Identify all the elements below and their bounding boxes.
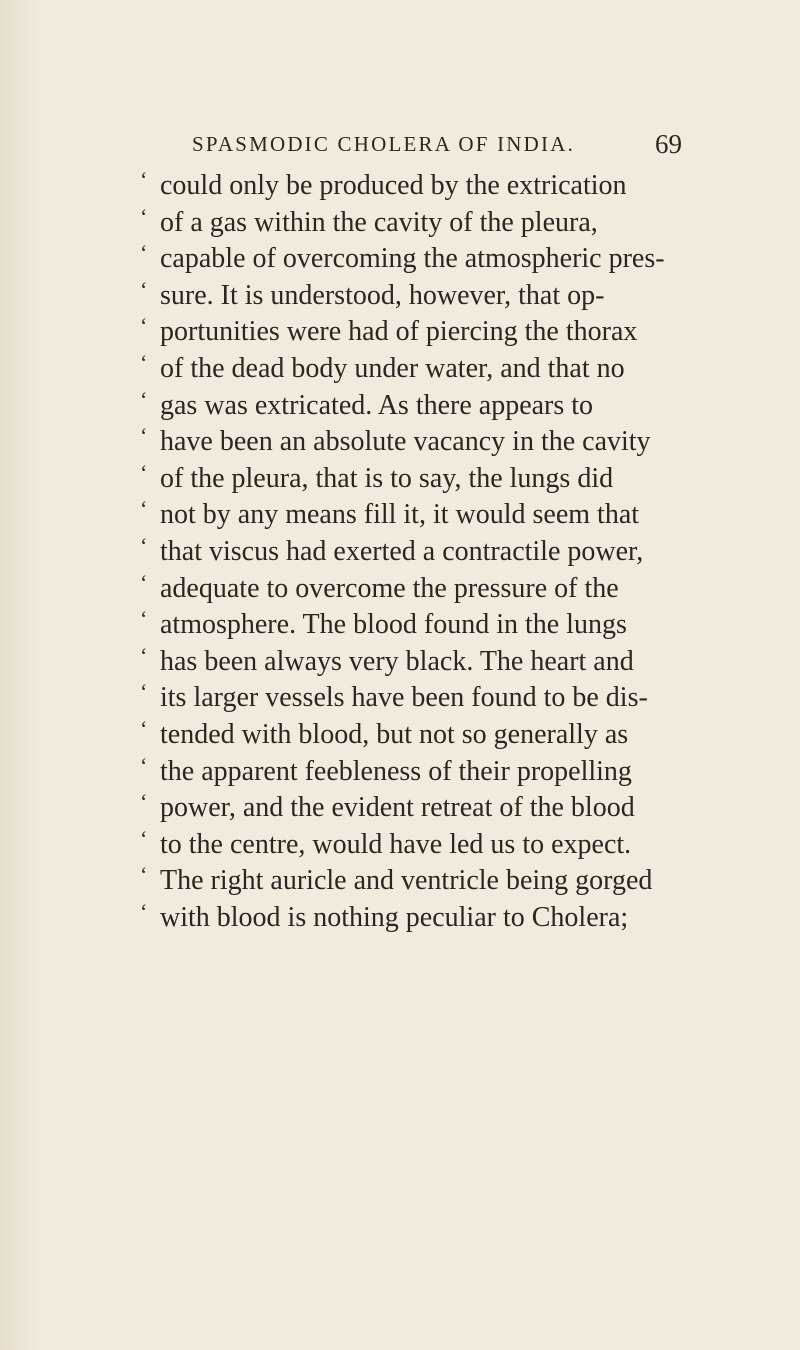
text-line xyxy=(140,900,690,937)
line-text: not by any means fill it, it would seem that xyxy=(160,499,640,531)
line-text: adequate to overcome the pressure of the xyxy=(160,572,619,604)
quote-mark: ‘ xyxy=(140,569,148,595)
quote-mark: ‘ xyxy=(140,752,148,778)
quote-mark: ‘ xyxy=(140,167,148,192)
text-line xyxy=(140,790,690,827)
line-text: capable of overcoming the atmospheric pres- xyxy=(160,243,665,275)
quote-mark: ‘ xyxy=(140,276,148,302)
quote-mark: ‘ xyxy=(140,532,148,558)
line-text: the apparent feebleness of their propelling xyxy=(160,755,632,787)
text-line xyxy=(140,534,690,571)
line-text: tended with blood, but not so generally as xyxy=(160,718,629,750)
page-number: 69 xyxy=(655,129,682,159)
line-text: sure. It is understood, however, that op- xyxy=(160,279,605,311)
text-line xyxy=(140,388,690,425)
text-line xyxy=(140,571,690,608)
text-line xyxy=(140,827,690,864)
line-text: portunities were had of piercing the thorax xyxy=(160,316,638,348)
text-line xyxy=(140,717,690,754)
running-head: SPASMODIC CHOLERA OF INDIA. xyxy=(192,132,576,156)
line-text: that viscus had exerted a contractile power, xyxy=(160,535,644,567)
line-text: of the dead body under water, and that no xyxy=(160,352,625,384)
quote-mark: ‘ xyxy=(140,862,148,888)
text-line xyxy=(140,863,690,900)
quote-mark: ‘ xyxy=(140,203,148,229)
text-line xyxy=(140,607,690,644)
quote-mark: ‘ xyxy=(140,642,148,668)
text-line xyxy=(140,644,690,681)
text-line xyxy=(140,680,690,717)
quote-mark: ‘ xyxy=(140,349,148,375)
line-text: could only be produced by the extrication xyxy=(160,170,627,201)
page-header xyxy=(192,129,682,168)
line-text: gas was extricated. As there appears to xyxy=(160,389,594,421)
text-line xyxy=(140,424,690,461)
quote-mark: ‘ xyxy=(140,606,148,632)
quote-mark: ‘ xyxy=(140,825,148,851)
quote-mark: ‘ xyxy=(140,679,148,705)
quote-mark: ‘ xyxy=(140,715,148,741)
text-line xyxy=(140,497,690,534)
line-text: power, and the evident retreat of the blood xyxy=(160,792,635,824)
line-text: to the centre, would have led us to expect. xyxy=(160,828,632,860)
text-line xyxy=(140,461,690,498)
line-text: of the pleura, that is to say, the lungs did xyxy=(160,462,614,494)
line-text: atmosphere. The blood found in the lungs xyxy=(160,609,627,641)
text-line xyxy=(140,168,690,205)
text-line xyxy=(140,351,690,388)
quote-mark: ‘ xyxy=(140,459,148,485)
text-line xyxy=(140,205,690,242)
quote-mark: ‘ xyxy=(140,423,148,449)
line-text: The right auricle and ventricle being gorged xyxy=(160,865,653,897)
text-line xyxy=(140,314,690,351)
text-line xyxy=(140,241,690,278)
line-text: its larger vessels have been found to be dis- xyxy=(160,682,648,714)
quote-mark: ‘ xyxy=(140,496,148,522)
line-text: with blood is nothing peculiar to Cholera; xyxy=(160,901,629,933)
line-text: has been always very black. The heart and xyxy=(160,645,634,677)
text-line xyxy=(140,278,690,315)
quote-mark: ‘ xyxy=(140,240,148,266)
body-text xyxy=(140,168,690,936)
quote-mark: ‘ xyxy=(140,313,148,339)
quote-mark: ‘ xyxy=(140,386,148,412)
quote-mark: ‘ xyxy=(140,898,148,924)
text-line xyxy=(140,754,690,791)
line-text: have been an absolute vacancy in the cavity xyxy=(160,426,651,458)
line-text: of a gas within the cavity of the pleura, xyxy=(160,206,598,238)
quote-mark: ‘ xyxy=(140,789,148,815)
